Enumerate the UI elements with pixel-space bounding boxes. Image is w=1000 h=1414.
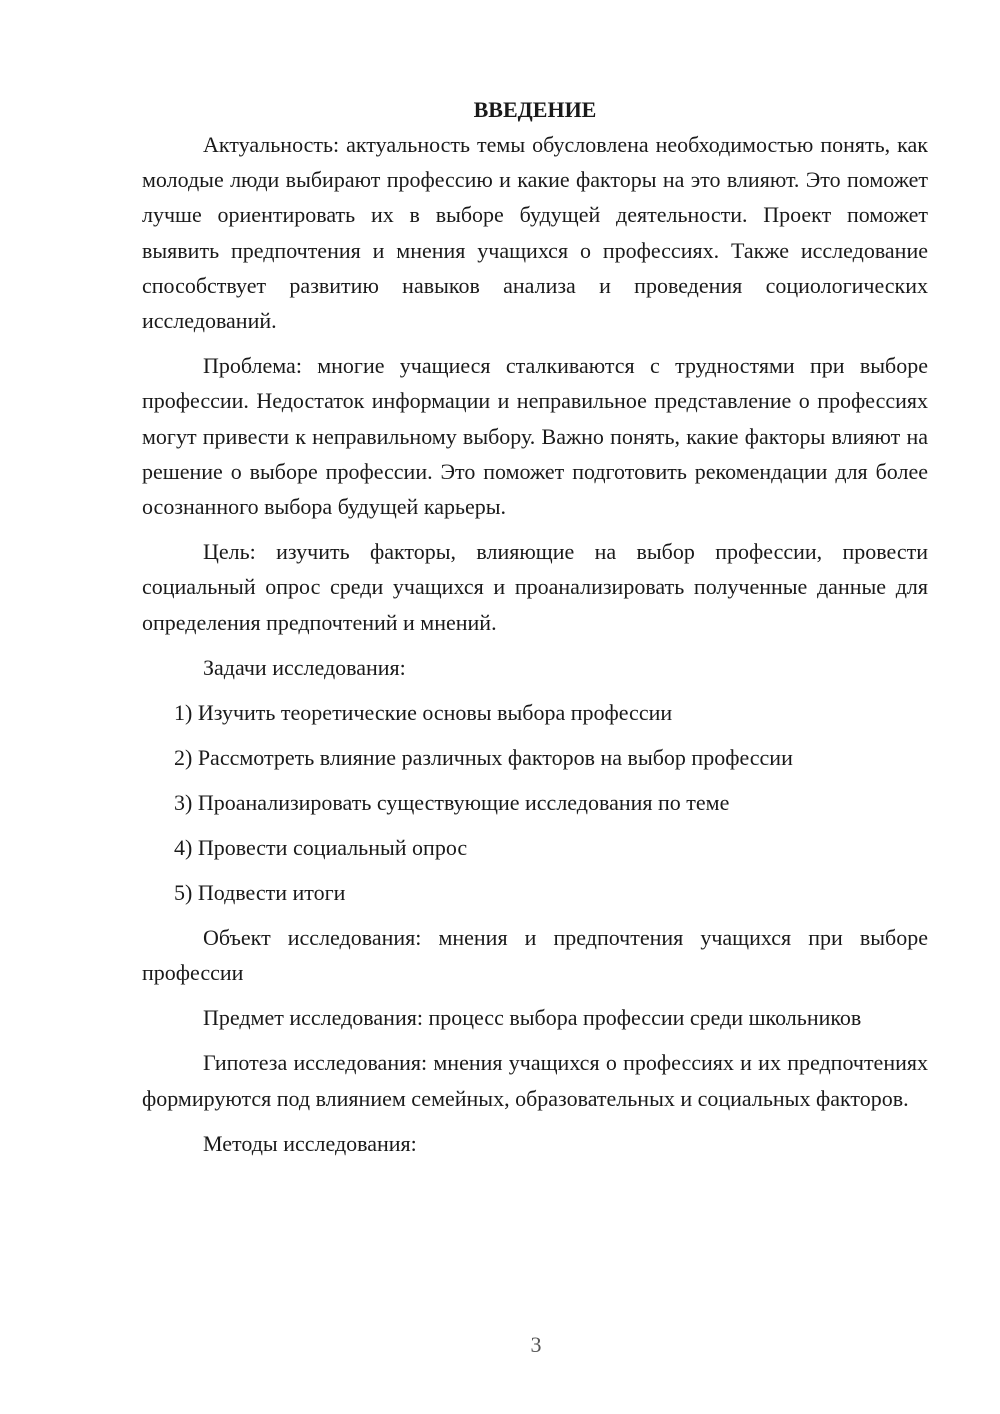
- object-paragraph: Объект исследования: мнения и предпочтения учащихся при выборе профессии: [142, 924, 928, 986]
- page-number: 3: [530, 1332, 542, 1357]
- list-item: 4) Провести социальный опрос: [174, 834, 468, 860]
- hypothesis-paragraph: Гипотеза исследования: мнения учащихся о профессиях и их предпочтениях формируются под влиянием семейных, образовательных и социальных факторов.: [142, 1050, 928, 1111]
- goal-paragraph: Цель: изучить факторы, влияющие на выбор профессии, провести социальный опрос среди учащихся и проанализировать полученные данные для определения предпочтений и мнений.: [142, 539, 928, 635]
- document-page: [142, 92, 928, 1171]
- page-title: ВВЕДЕНИЕ: [473, 97, 597, 122]
- list-item: 2) Рассмотреть влияние различных факторов на выбор профессии: [174, 744, 793, 770]
- relevance-paragraph: Актуальность: актуальность темы обусловлена необходимостью понять, как молодые люди выбирают профессию и какие факторы на это влияют. Это поможет лучше ориентировать их в выборе будущей деятельности. Проект поможет выявить предпочтения и мнения учащихся о профессиях. Также исследование способствует развитию навыков анализа и проведения социологических исследований.: [142, 132, 928, 334]
- tasks-label: Задачи исследования:: [203, 654, 406, 680]
- problem-paragraph: Проблема: многие учащиеся сталкиваются с трудностями при выборе профессии. Недостаток информации и неправильное представление о профессиях могут привести к неправильному выбору. Важно понять, какие факторы влияют на решение о выборе профессии. Это поможет подготовить рекомендации для более осознанного выбора будущей карьеры.: [142, 353, 928, 520]
- list-item: 1) Изучить теоретические основы выбора профессии: [174, 699, 673, 725]
- tasks-list: [142, 695, 928, 910]
- list-item: 3) Проанализировать существующие исследования по теме: [174, 789, 730, 815]
- methods-label: Методы исследования:: [203, 1130, 417, 1156]
- list-item: 5) Подвести итоги: [174, 879, 346, 905]
- subject-paragraph: Предмет исследования: процесс выбора профессии среди школьников: [203, 1005, 862, 1031]
